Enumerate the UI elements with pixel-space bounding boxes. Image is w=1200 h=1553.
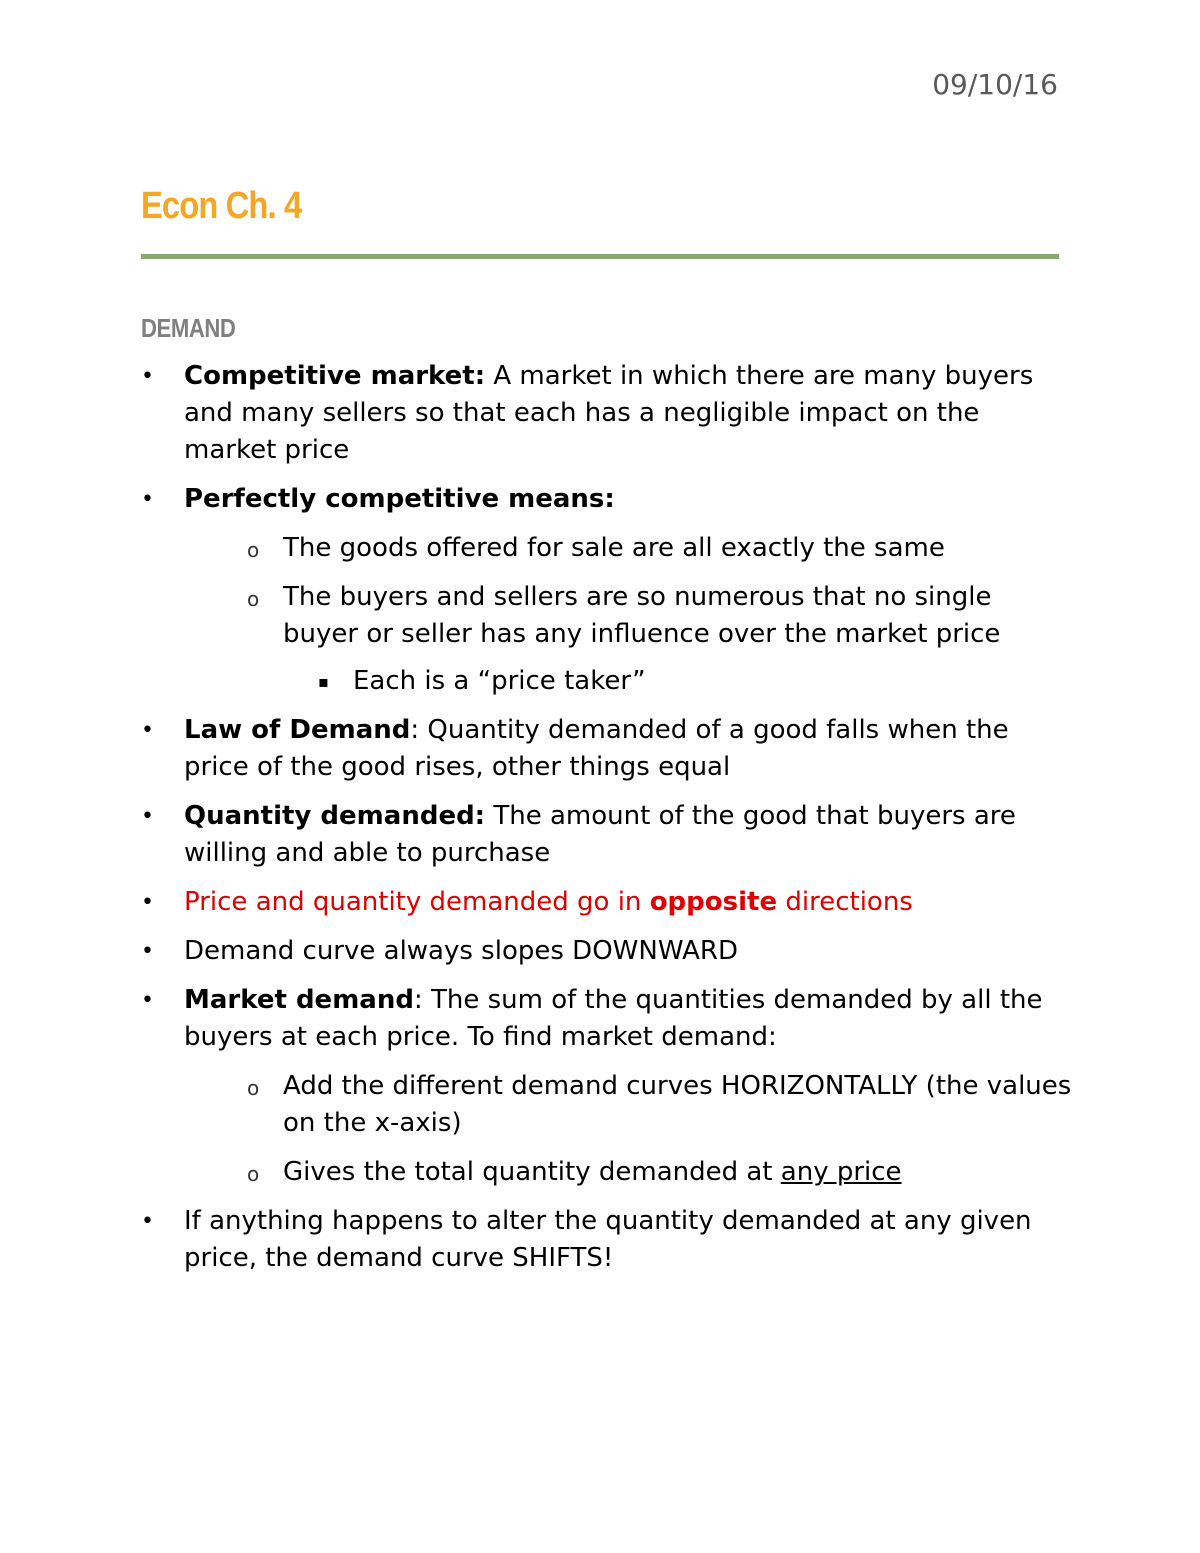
underlined-phrase: any price <box>780 1157 902 1187</box>
circle-bullet-icon: o <box>247 538 260 562</box>
term: Competitive market: <box>184 361 486 391</box>
sub-item-same-goods <box>0 530 1073 567</box>
bullet-icon: • <box>141 364 154 389</box>
bullet-icon: • <box>141 939 154 964</box>
list-item-perfectly-competitive <box>0 481 1064 518</box>
sub-item-text: The buyers and sellers are so numerous that no single buyer or seller has any influence over the market price <box>283 582 1001 649</box>
emphasis-word: opposite <box>649 887 778 917</box>
term: Quantity demanded: <box>184 801 486 831</box>
sub-item-text: Add the different demand curves HORIZONTALLY (the values on the x-axis) <box>283 1071 1072 1138</box>
circle-bullet-icon: o <box>247 1076 260 1100</box>
circle-bullet-icon: o <box>247 587 260 611</box>
list-item-competitive-market <box>0 358 1064 469</box>
statement: If anything happens to alter the quantity demanded at any given price, the demand curve SHIFTS! <box>184 1206 1032 1273</box>
square-bullet-icon: ▪ <box>318 672 329 691</box>
sub-item-text: The goods offered for sale are all exactly the same <box>283 533 945 563</box>
definition: A market in which there are many buyers and many sellers so that each has a negligible impact on the market price <box>184 361 1034 465</box>
notes-list <box>0 358 1200 1289</box>
term: Perfectly competitive means: <box>184 484 615 514</box>
document-title: Econ Ch. 4 <box>141 185 302 227</box>
bullet-icon: • <box>141 718 154 743</box>
list-item-demand-curve <box>0 933 1064 970</box>
bullet-icon: • <box>141 487 154 512</box>
bullet-icon: • <box>141 1209 154 1234</box>
circle-bullet-icon: o <box>247 1162 260 1186</box>
title-divider <box>141 254 1059 259</box>
bullet-icon: • <box>141 890 154 915</box>
sub-sub-item-price-taker <box>0 663 1063 700</box>
sub-item-total-quantity <box>0 1154 1073 1191</box>
definition: : Quantity demanded of a good falls when the price of the good rises, other things equal <box>184 715 1009 782</box>
list-item-quantity-demanded <box>0 798 1064 872</box>
term: Law of Demand <box>184 715 411 745</box>
sub-item-text: Gives the total quantity demanded at <box>283 1157 781 1187</box>
statement-start: Price and quantity demanded go in <box>184 887 650 917</box>
list-item-curve-shifts <box>0 1203 1064 1277</box>
section-heading: DEMAND <box>141 313 236 343</box>
bullet-icon: • <box>141 804 154 829</box>
list-item-price-quantity-opposite <box>0 884 1064 921</box>
definition: : The sum of the quantities demanded by all the buyers at each price. To find market demand: <box>184 985 1043 1052</box>
sub-sub-item-text: Each is a “price taker” <box>353 666 646 696</box>
bullet-icon: • <box>141 988 154 1013</box>
statement-end: directions <box>777 887 913 917</box>
statement: Demand curve always slopes DOWNWARD <box>184 936 738 966</box>
sub-item-numerous-buyers <box>0 579 1073 653</box>
sub-item-add-horizontally <box>0 1068 1073 1142</box>
document-date: 09/10/16 <box>932 68 1058 101</box>
list-item-law-of-demand <box>0 712 1064 786</box>
definition: The amount of the good that buyers are willing and able to purchase <box>184 801 1016 868</box>
term: Market demand <box>184 985 414 1015</box>
list-item-market-demand <box>0 982 1064 1056</box>
